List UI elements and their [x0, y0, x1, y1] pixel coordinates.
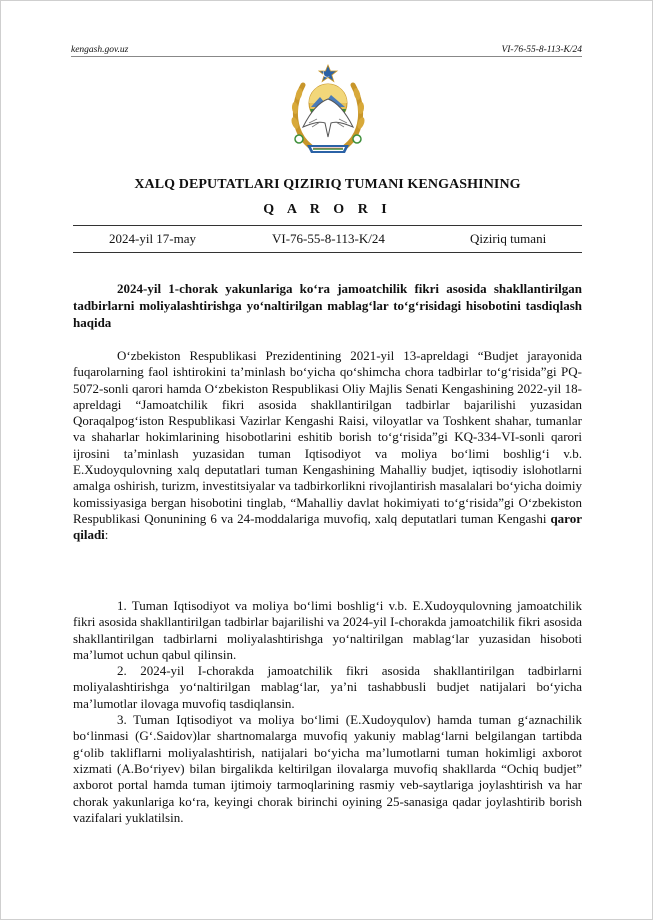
document-date: 2024-yil 17-may	[109, 231, 197, 246]
header-site: kengash.gov.uz	[71, 45, 129, 55]
preamble-paragraph	[73, 348, 582, 544]
preamble-decision: qaror qiladi	[73, 510, 582, 543]
document-subject: 2024-yil 1-chorak yakunlariga ko‘ra jamoatchilik fikri asosida shakllantirilgan tadbirlarni moliyalashtirishga yo‘naltirilgan mablag‘lar to‘g‘risidagi hisobotini tasdiqlash haqida	[73, 281, 582, 330]
preamble-end: :	[104, 527, 109, 543]
header-doc-number: VI-76-55-8-113-K/24	[501, 45, 582, 55]
decision-item: 2. 2024-yil I-chorakda jamoatchilik fikri asosida shakllantirilgan tadbirlarni moliyalashtirishga yo‘naltirilgan mablag‘lar, ya’ni tashabbusli budjet natijalari bo‘yicha ma’lumotlar ilovaga muvofiq tasdiqlansin.	[73, 663, 582, 711]
state-emblem-icon	[287, 63, 369, 155]
council-name: XALQ DEPUTATLARI QIZIRIQ TUMANI KENGASHINING	[134, 177, 521, 192]
document-meta	[1, 231, 653, 249]
decision-items	[73, 598, 582, 826]
decision-item: 1. Tuman Iqtisodiyot va moliya bo‘limi boshlig‘i v.b. E.Xudoyqulovning jamoatchilik fikri asosida shakllantirilgan tadbirlar bajarilishi va 2024-yil I-chorakda jamoatchilik fikri asosida shakllantirilgan tadbirlarni moliyalashtirishga yo‘naltirilgan mablag‘lar yuzasidan hisoboti ma’lumot uchun qabul qilinsin.	[73, 598, 582, 662]
document-type: Q A R O R I	[263, 202, 392, 217]
document-place: Qiziriq tumani	[470, 231, 547, 246]
document-number: VI-76-55-8-113-K/24	[272, 231, 385, 246]
preamble-text: O‘zbekiston Respublikasi Prezidentining 2021-yil 13-apreldagi “Budjet jarayonida fuqarolarning faol ishtirokini ta’minlash bo‘yicha qo‘shimcha chora tadbirlar to‘g‘risida”gi PQ-5072-sonli qarori hamda O‘zbekiston Respublikasi Oliy Majlis Senati Kengashining 2022-yil 18-apreldagi “Jamoatchilik fikri asosida shakllantirilgan tadbirlar bajarilishi yuzasidan Qoraqalpog‘iston Respublikasi Vazirlar Kengashi Raisi, viloyatlar va Toshkent shahar, tumanlar va shaharlar hokimlarining hisobotlarini eshitib borish to‘g‘risida”gi KQ-334-VI-sonli qarori ijrosini ta’minlash yuzasidan tuman Iqtisodiyot va moliya bo‘limi boshlig‘i v.b. E.Xudoyqulovning xalq deputatlari tuman Kengashining Mahalliy budjet, iqtisodiy islohotlarni amalga oshirish, turizm, investitsiyalar va tadbirkorlikni rivojlantirish masalalari bo‘yicha doimiy komissiyasiga bergan hisobotini tinglab, “Mahalliy davlat hokimiyati to‘g‘risida”gi O‘zbekiston Respublikasi Qonunining 6 va 24-moddalariga muvofiq, xalq deputatlari tuman Kengashi	[73, 348, 582, 526]
divider-top	[73, 225, 582, 226]
decision-item: 3. Tuman Iqtisodiyot va moliya bo‘limi (E.Xudoyqulov) hamda tuman g‘aznachilik bo‘linmasi (G‘.Saidov)lar shartnomalarga muvofiq yakuniy mablag‘larni belgilangan tartibda g‘olib takliflarni moliyalashtirish, natijalari bo‘yicha ma’lumotlarni tuman hokimligi axborot xizmati (A.Bo‘riyev) bilan birgalikda keltirilgan ilovalarga muvofiq shakllarda “Ochiq budjet” axborot portal hamda tuman ijtimoiy tarmoqlarining rasmiy veb-saytlariga joylashtirish va har chorak yakunlariga ko‘ra, keyingi chorak birinchi oyining 25-sanasiga qadar joylashtirib borish vazifalari yuklatilsin.	[73, 712, 582, 825]
running-header	[71, 45, 582, 57]
divider-bottom	[73, 252, 582, 253]
